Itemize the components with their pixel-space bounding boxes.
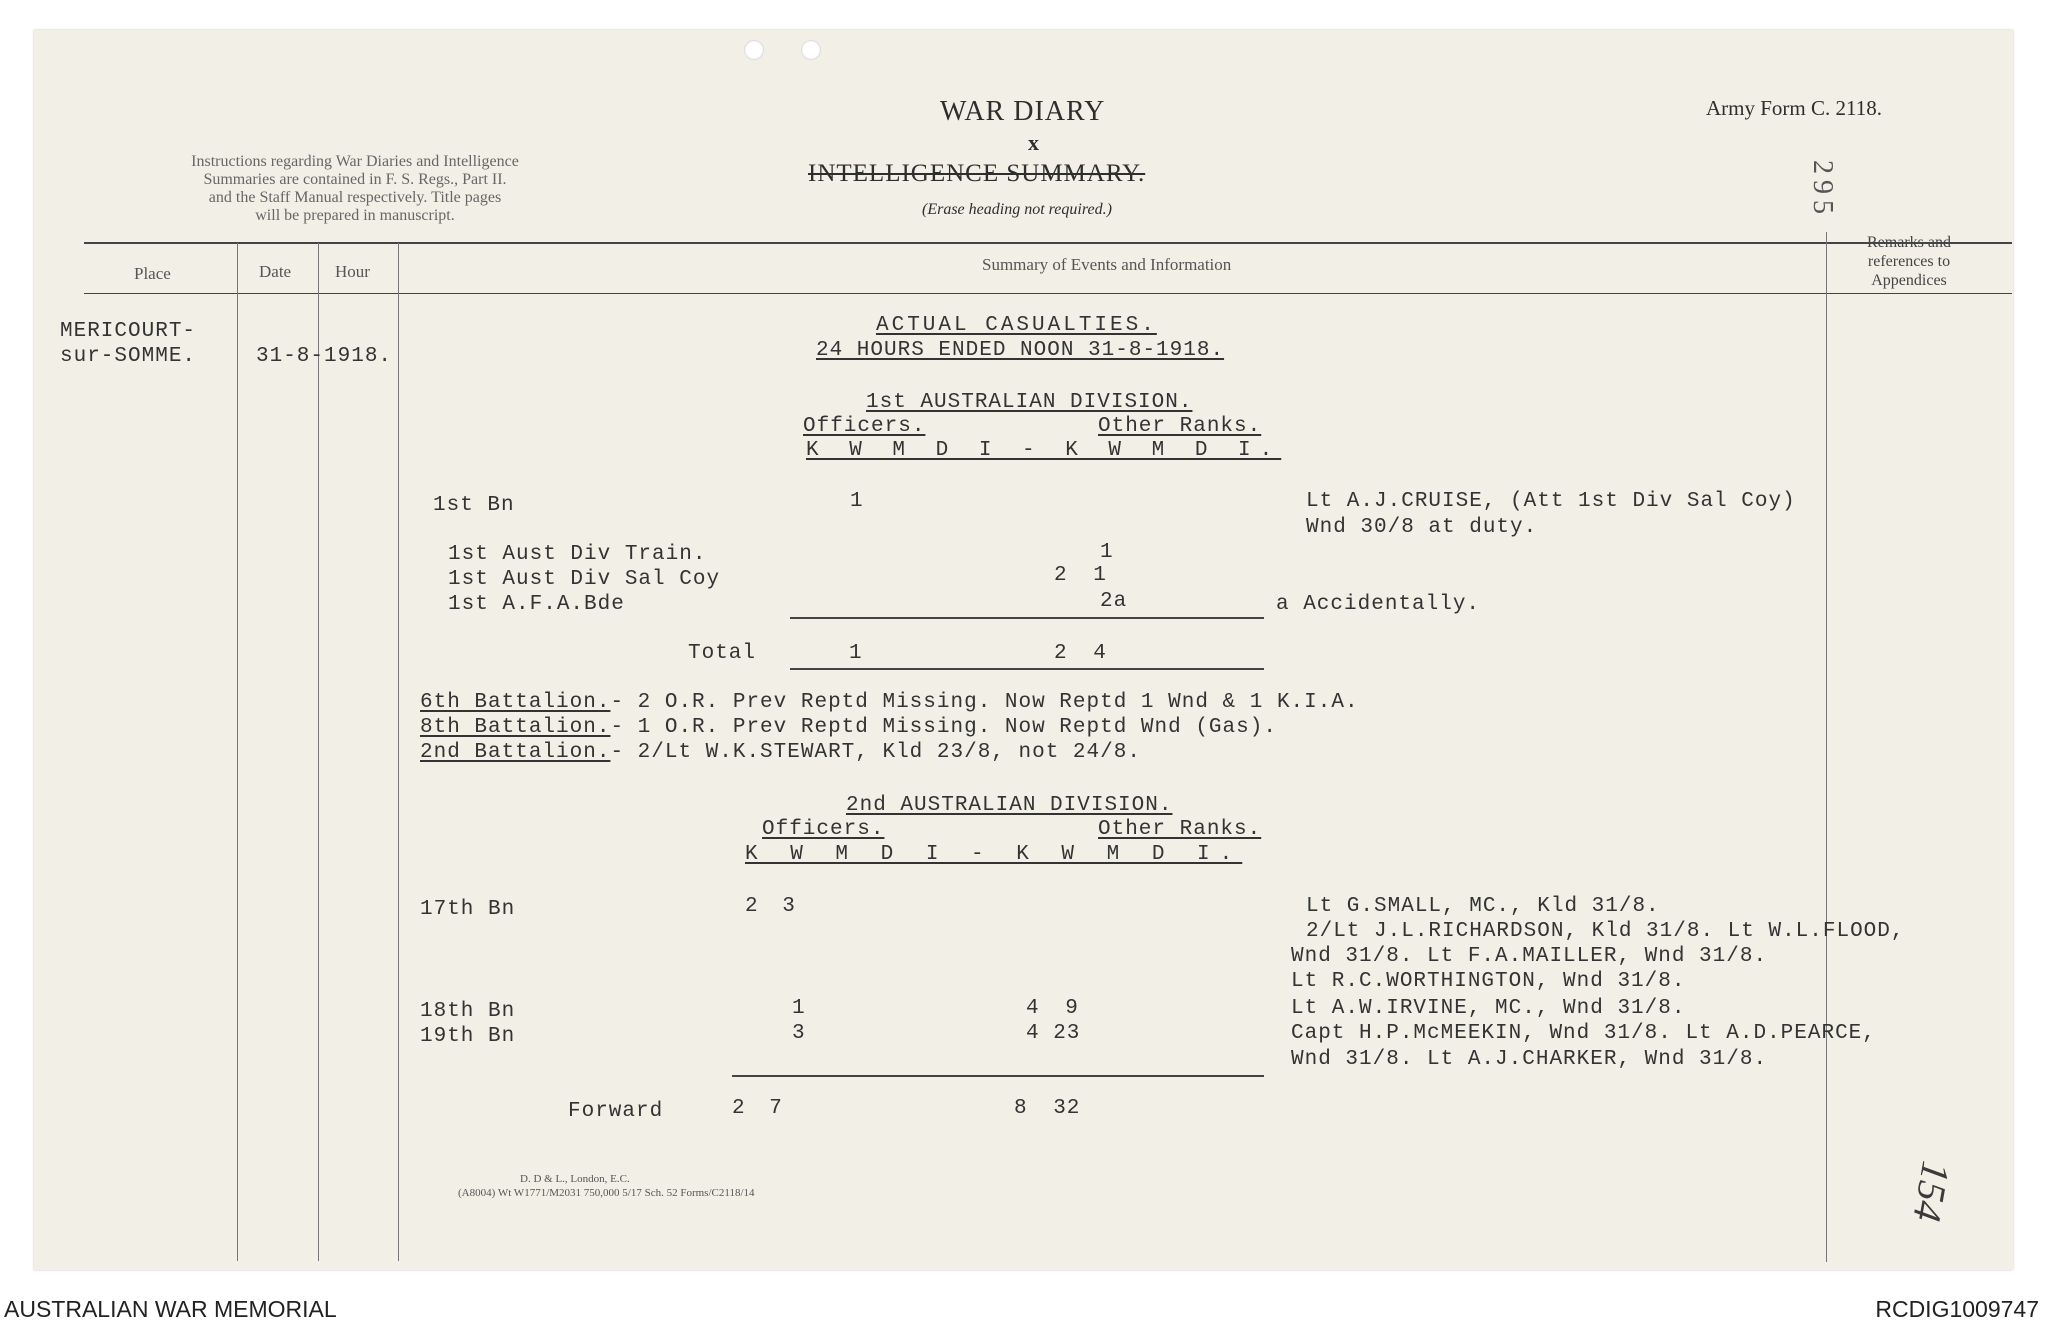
div1-unit: 1st Aust Div Train.: [448, 543, 707, 566]
div2-officers-heading: Officers.: [762, 818, 885, 841]
div1-total-label: Total: [688, 642, 757, 665]
division-1-heading: 1st AUSTRALIAN DIVISION.: [866, 391, 1193, 414]
header-bottom-rule: [84, 293, 2012, 294]
forward-other-ranks: 8 32: [1014, 1097, 1081, 1120]
div1-remark: Lt A.J.CRUISE, (Att 1st Div Sal Coy): [1306, 490, 1796, 513]
col-header-hour: Hour: [335, 262, 370, 281]
div2-unit: 19th Bn: [420, 1025, 516, 1048]
printer-imprint: D. D & L., London, E.C.: [520, 1173, 630, 1185]
page-number: 295: [1807, 160, 1838, 220]
div2-officers-value: 1: [792, 997, 806, 1020]
div1-total-other-ranks: 2 4: [1054, 642, 1107, 665]
div2-unit: 17th Bn: [420, 898, 516, 921]
div1-other-ranks-value: 1: [1100, 541, 1114, 564]
punch-hole: [801, 40, 821, 60]
div2-remark: Wnd 31/8. Lt F.A.MAILLER, Wnd 31/8.: [1291, 945, 1768, 968]
div1-unit: 1st Bn: [433, 494, 515, 517]
total-rule: [790, 617, 1264, 619]
amendment-line: [420, 716, 1277, 739]
col-header-place: Place: [134, 264, 171, 283]
div2-other-ranks-value: 4 23: [1026, 1022, 1081, 1045]
amendment-text: - 2/Lt W.K.STEWART, Kld 23/8, not 24/8.: [610, 741, 1141, 764]
div2-officers-value: 2 3: [745, 895, 796, 918]
diary-title: WAR DIARY: [940, 96, 1106, 127]
div2-code-row: K W M D I - K W M D I.: [745, 843, 1243, 866]
division-2-heading: 2nd AUSTRALIAN DIVISION.: [846, 794, 1173, 817]
table-top-rule: [84, 242, 2012, 244]
div2-unit: 18th Bn: [420, 1000, 516, 1023]
amendment-unit: 8th Battalion.: [420, 716, 611, 739]
div1-other-ranks-heading: Other Ranks.: [1098, 415, 1262, 438]
div1-officers-heading: Officers.: [803, 415, 926, 438]
forward-label: Forward: [568, 1100, 664, 1123]
div2-other-ranks-heading: Other Ranks.: [1098, 818, 1262, 841]
div1-officers-value: 1: [850, 490, 864, 513]
column-divider: [398, 243, 399, 1261]
col-header-remarks: Remarks and references to Appendices: [1867, 234, 1951, 289]
col-header-summary: Summary of Events and Information: [982, 255, 1232, 274]
printer-imprint: (A8004) Wt W1771/M2031 750,000 5/17 Sch. 52 Forms/C2118/14: [458, 1187, 755, 1199]
div2-remark: 2/Lt J.L.RICHARDSON, Kld 31/8. Lt W.L.FLOOD,: [1306, 920, 1905, 943]
div2-remark: Lt A.W.IRVINE, MC., Wnd 31/8.: [1291, 997, 1686, 1020]
casualties-period: 24 HOURS ENDED NOON 31-8-1918.: [816, 339, 1225, 362]
struck-heading: INTELLIGENCE SUMMARY.: [808, 160, 1146, 187]
amendment-unit: 2nd Battalion.: [420, 741, 611, 764]
div2-remark: Wnd 31/8. Lt A.J.CHARKER, Wnd 31/8.: [1291, 1048, 1768, 1071]
column-divider: [318, 243, 319, 1261]
amendment-text: - 2 O.R. Prev Reptd Missing. Now Reptd 1 Wnd & 1 K.I.A.: [610, 691, 1359, 714]
forward-rule: [732, 1075, 1264, 1077]
div2-remark: Lt G.SMALL, MC., Kld 31/8.: [1306, 895, 1660, 918]
amendment-line: [420, 741, 1141, 764]
instructions-block: Instructions regarding War Diaries and Intelligence Summaries are contained in F. S. Regs., Part II. and the Staff Manual respectively. Title pages will be prepared in manuscript.: [191, 153, 519, 224]
div1-remark: Wnd 30/8 at duty.: [1306, 516, 1538, 539]
folio-number: 154: [1904, 1158, 1960, 1225]
col-header-date: Date: [259, 262, 292, 281]
amendment-line: [420, 691, 1359, 714]
column-divider: [1826, 232, 1827, 1262]
forward-officers: 2 7: [732, 1097, 783, 1120]
div2-other-ranks-value: 4 9: [1026, 997, 1079, 1020]
amendment-unit: 6th Battalion.: [420, 691, 611, 714]
heading-separator: x: [1028, 130, 1039, 155]
div1-unit: 1st A.F.A.Bde: [448, 593, 625, 616]
div1-unit: 1st Aust Div Sal Coy: [448, 568, 721, 591]
casualties-title: ACTUAL CASUALTIES.: [876, 314, 1157, 337]
archive-reference: RCDIG1009747: [1875, 1296, 2039, 1322]
entry-date: 31-8-1918.: [256, 345, 393, 368]
army-form-number: Army Form C. 2118.: [1706, 96, 1882, 120]
div1-remark: a Accidentally.: [1276, 593, 1481, 616]
div1-other-ranks-value: 2 1: [1054, 564, 1107, 587]
div2-remark: Lt R.C.WORTHINGTON, Wnd 31/8.: [1291, 970, 1686, 993]
div1-total-officers: 1: [849, 642, 863, 665]
div1-code-row: K W M D I - K W M D I.: [806, 439, 1282, 462]
div2-officers-value: 3: [792, 1022, 806, 1045]
total-rule: [790, 668, 1264, 670]
amendment-text: - 1 O.R. Prev Reptd Missing. Now Reptd Wnd (Gas).: [610, 716, 1277, 739]
div1-other-ranks-value: 2a: [1100, 590, 1128, 613]
punch-hole: [744, 40, 764, 60]
archive-credit: AUSTRALIAN WAR MEMORIAL: [4, 1296, 337, 1322]
place-line-1: MERICOURT-: [60, 320, 197, 343]
place-line-2: sur-SOMME.: [60, 345, 197, 368]
column-divider: [237, 243, 238, 1261]
erase-note: (Erase heading not required.): [922, 201, 1112, 218]
div2-remark: Capt H.P.McMEEKIN, Wnd 31/8. Lt A.D.PEARCE,: [1291, 1022, 1876, 1045]
